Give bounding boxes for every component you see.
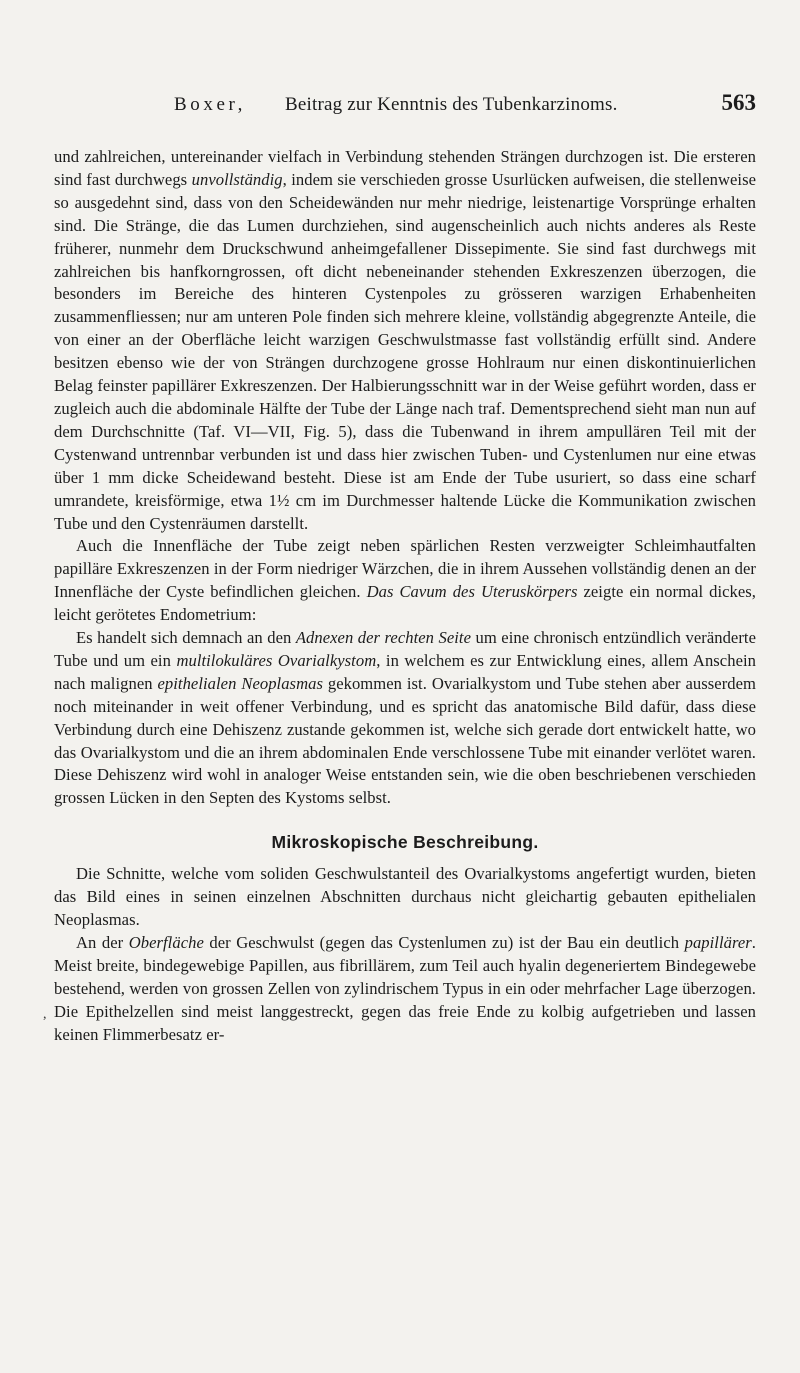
paragraph-1: und zahlreichen, untereinander vielfach in Verbindung stehenden Strängen durchzogen ist. Die ersteren sind fast durchwegs unvollständig, indem sie verschieden grosse Usurlücken aufweisen, die stellenweise so ausgedehnt sind, dass von den Scheidewänden nur mehr niedrige, leistenartige Vorsprünge erhalten sind. Die Stränge, die das Lumen durchziehen, sind augenscheinlich auch nichts anderes als Reste früherer, nunmehr dem Druckschwund anheimgefallener Dissepimente. Sie sind fast durchwegs mit zahlreichen bis hanfkorngrossen, oft dicht nebeneinander stehenden Exkreszenzen überzogen, die besonders im Bereiche des hinteren Cystenpoles zu grösseren warzigen Erhabenheiten zusammenfliessen; nur am unteren Pole finden sich mehrere kleine, vollständig abgegrenzte Anteile, die von einer an der Oberfläche leicht warzigen Geschwulstmasse fast vollständig erfüllt sind. Andere besitzen ebenso wie der von Strängen durchzogene grosse Hohlraum nur einen diskontinuierlichen Belag feinster papillärer Exkreszenzen. Der Halbierungsschnitt war in der Weise geführt worden, dass er zugleich auch die abdominale Hälfte der Tube der Länge nach traf. Dementsprechend sieht man nun auf dem Durchschnitte (Taf. VI—VII, Fig. 5), dass die Tubenwand in ihrem ampullären Teil mit der Cystenwand untrennbar verbunden ist und dass hier zwischen Tuben- und Cystenlumen nur eine etwas über 1 mm dicke Scheidewand besteht. Diese ist am Ende der Tube usuriert, so dass eine scharf umrandete, kreisförmige, etwa 1½ cm im Durchmesser haltende Lücke die Kommunikation zwischen Tube und den Cystenräumen darstellt. — [54, 147, 757, 533]
paragraph-4: Die Schnitte, welche vom soliden Geschwulstanteil des Ovarialkystoms angefertigt wurden, bieten das Bild eines in seinen einzelnen Abschnitten durchaus nicht gleichartig gebauten epithelialen Neoplasmas. — [54, 864, 756, 930]
page-number: 563 — [721, 90, 756, 115]
paragraph-5: An der Oberfläche der Geschwulst (gegen das Cystenlumen zu) ist der Bau ein deutlich papillärer. Meist breite, bindegewebige Papillen, aus fibrillärem, zum Teil auch hyalin degeneriertem Bindegewebe bestehend, werden von grossen Zellen von zylindrischem Typus in ein oder mehrfacher Lage überzogen. Die Epithelzellen sind meist langgestreckt, gegen das freie Ende zu kolbig aufgetrieben und lassen keinen Flimmerbesatz er- — [54, 933, 756, 1044]
paragraph-2: Auch die Innenfläche der Tube zeigt neben spärlichen Resten verzweigter Schleimhautfalten papilläre Exkreszenzen in der Form niedriger Wärzchen, die in ihrem Aussehen vollständig denen an der Innenfläche der Cyste befindlichen gleichen. Das Cavum des Uteruskörpers zeigte ein normal dickes, leicht gerötetes Endometrium: — [54, 536, 756, 625]
running-header — [54, 84, 756, 118]
header-author: Boxer, — [174, 94, 247, 115]
header-title: Beitrag zur Kenntnis des Tubenkarzinoms. — [285, 94, 618, 115]
body-text — [54, 146, 756, 1047]
paragraph-3: Es handelt sich demnach an den Adnexen der rechten Seite um eine chronisch entzündlich veränderte Tube und um ein multilokuläres Ovarialkystom, in welchem es zur Entwicklung eines, allem Anschein nach malignen epithelialen Neoplasmas gekommen ist. Ovarialkystom und Tube stehen aber ausserdem noch miteinander in weit offener Verbindung, und es spricht das anatomische Bild dafür, dass diese Verbindung durch eine Dehiszenz zustande gekommen ist, welche sich gerade dort entwickelt hatte, wo das Ovarialkystom und die an ihrem abdominalen Ende verschlossene Tube mit einander verlötet waren. Diese Dehiszenz wird wohl in analoger Weise entstanden sein, wie die oben beschriebenen verschieden grossen Lücken in den Septen des Kystoms selbst. — [54, 628, 757, 808]
section-heading: Mikroskopische Beschreibung. — [271, 832, 539, 853]
margin-mark: , — [43, 1007, 47, 1022]
